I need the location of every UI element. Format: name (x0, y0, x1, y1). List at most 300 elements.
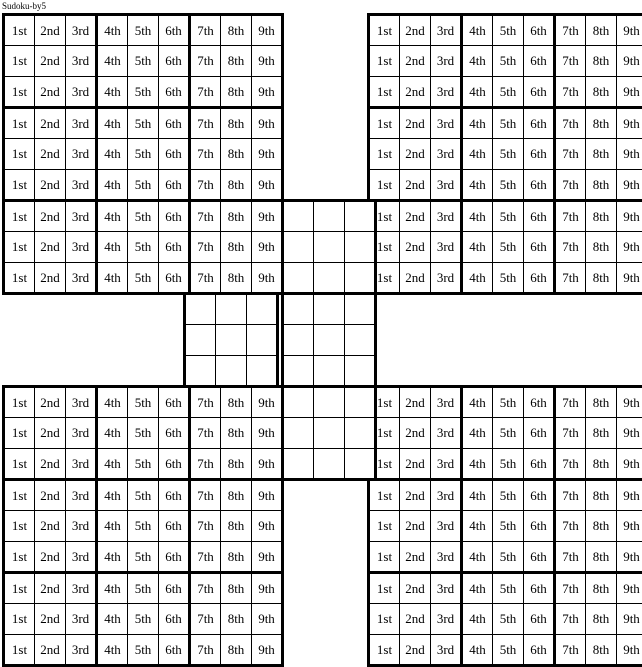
grid-cell[interactable]: 2nd (400, 46, 431, 77)
grid-cell[interactable]: 2nd (400, 170, 431, 201)
grid-cell[interactable]: 5th (493, 170, 524, 201)
grid-cell[interactable]: 7th (190, 46, 221, 77)
grid-cell[interactable]: 7th (555, 604, 586, 635)
connector-cell[interactable] (185, 325, 216, 356)
grid-cell[interactable]: 4th (462, 201, 493, 232)
grid-cell[interactable]: 1st (4, 232, 35, 263)
grid-cell[interactable]: 5th (128, 77, 159, 108)
grid-cell[interactable]: 7th (555, 170, 586, 201)
connector-cell[interactable] (314, 387, 345, 418)
grid-cell[interactable]: 4th (462, 604, 493, 635)
grid-cell[interactable]: 7th (555, 449, 586, 480)
grid-cell[interactable]: 6th (159, 108, 190, 139)
grid-cell[interactable]: 3rd (66, 263, 97, 294)
grid-cell[interactable]: 8th (586, 46, 617, 77)
grid-cell[interactable]: 4th (462, 387, 493, 418)
grid-cell[interactable]: 3rd (66, 542, 97, 573)
grid-cell[interactable]: 1st (369, 511, 400, 542)
grid-cell[interactable]: 5th (128, 232, 159, 263)
grid-cell[interactable]: 7th (555, 201, 586, 232)
grid-cell[interactable]: 3rd (66, 635, 97, 666)
grid-cell[interactable]: 4th (97, 635, 128, 666)
grid-cell[interactable]: 2nd (400, 108, 431, 139)
grid-cell[interactable]: 1st (4, 46, 35, 77)
grid-cell[interactable]: 3rd (431, 387, 462, 418)
grid-cell[interactable]: 3rd (431, 418, 462, 449)
grid-cell[interactable]: 2nd (35, 77, 66, 108)
grid-cell[interactable]: 5th (128, 387, 159, 418)
grid-cell[interactable]: 4th (462, 418, 493, 449)
grid-cell[interactable]: 1st (369, 573, 400, 604)
grid-cell[interactable]: 9th (252, 263, 283, 294)
grid-cell[interactable]: 6th (159, 418, 190, 449)
grid-cell[interactable]: 8th (221, 604, 252, 635)
grid-cell[interactable]: 5th (128, 170, 159, 201)
grid-cell[interactable]: 9th (617, 108, 642, 139)
grid-cell[interactable]: 7th (555, 635, 586, 666)
grid-cell[interactable]: 1st (369, 263, 400, 294)
grid-cell[interactable]: 1st (4, 418, 35, 449)
grid-cell[interactable]: 8th (586, 263, 617, 294)
grid-cell[interactable]: 7th (555, 263, 586, 294)
grid-cell[interactable]: 8th (221, 449, 252, 480)
grid-cell[interactable]: 5th (128, 542, 159, 573)
grid-cell[interactable]: 6th (159, 170, 190, 201)
grid-cell[interactable]: 6th (159, 77, 190, 108)
connector-cell[interactable] (216, 325, 247, 356)
grid-cell[interactable]: 2nd (400, 418, 431, 449)
grid-cell[interactable]: 2nd (400, 573, 431, 604)
grid-cell[interactable]: 5th (128, 418, 159, 449)
grid-cell[interactable]: 2nd (35, 108, 66, 139)
grid-cell[interactable]: 3rd (66, 573, 97, 604)
grid-cell[interactable]: 4th (462, 46, 493, 77)
grid-cell[interactable]: 2nd (35, 635, 66, 666)
grid-cell[interactable]: 1st (369, 46, 400, 77)
grid-cell[interactable]: 5th (493, 573, 524, 604)
grid-cell[interactable]: 8th (586, 635, 617, 666)
grid-cell[interactable]: 1st (369, 108, 400, 139)
grid-cell[interactable]: 4th (462, 511, 493, 542)
grid-cell[interactable]: 9th (252, 77, 283, 108)
connector-cell[interactable] (345, 387, 376, 418)
grid-cell[interactable]: 5th (493, 232, 524, 263)
grid-cell[interactable]: 7th (190, 573, 221, 604)
grid-cell[interactable]: 2nd (400, 15, 431, 46)
connector-cell[interactable] (216, 356, 247, 387)
grid-cell[interactable]: 1st (369, 201, 400, 232)
grid-cell[interactable]: 9th (617, 15, 642, 46)
grid-cell[interactable]: 2nd (35, 387, 66, 418)
grid-cell[interactable]: 1st (4, 604, 35, 635)
grid-cell[interactable]: 2nd (400, 387, 431, 418)
grid-cell[interactable]: 3rd (431, 573, 462, 604)
grid-cell[interactable]: 9th (252, 139, 283, 170)
grid-cell[interactable]: 9th (252, 573, 283, 604)
grid-cell[interactable]: 5th (493, 511, 524, 542)
grid-cell[interactable]: 6th (159, 139, 190, 170)
grid-cell[interactable]: 5th (493, 15, 524, 46)
grid-cell[interactable]: 6th (159, 604, 190, 635)
grid-cell[interactable]: 2nd (400, 635, 431, 666)
grid-cell[interactable]: 4th (97, 108, 128, 139)
grid-cell[interactable]: 9th (252, 449, 283, 480)
grid-cell[interactable]: 7th (555, 139, 586, 170)
grid-cell[interactable]: 3rd (66, 201, 97, 232)
grid-cell[interactable]: 4th (462, 15, 493, 46)
connector-cell[interactable] (345, 325, 376, 356)
grid-cell[interactable]: 9th (252, 201, 283, 232)
grid-cell[interactable]: 4th (97, 387, 128, 418)
grid-cell[interactable]: 8th (586, 511, 617, 542)
grid-cell[interactable]: 7th (190, 604, 221, 635)
grid-cell[interactable]: 6th (524, 573, 555, 604)
grid-cell[interactable]: 1st (369, 77, 400, 108)
grid-cell[interactable]: 1st (4, 387, 35, 418)
grid-cell[interactable]: 7th (555, 573, 586, 604)
grid-cell[interactable]: 6th (159, 201, 190, 232)
grid-cell[interactable]: 2nd (400, 263, 431, 294)
grid-cell[interactable]: 9th (617, 263, 642, 294)
grid-cell[interactable]: 6th (524, 635, 555, 666)
grid-cell[interactable]: 3rd (431, 77, 462, 108)
grid-cell[interactable]: 7th (555, 108, 586, 139)
grid-cell[interactable]: 2nd (400, 232, 431, 263)
grid-cell[interactable]: 4th (462, 542, 493, 573)
grid-cell[interactable]: 6th (524, 449, 555, 480)
grid-cell[interactable]: 1st (4, 139, 35, 170)
grid-cell[interactable]: 2nd (35, 511, 66, 542)
connector-cell[interactable] (345, 418, 376, 449)
grid-cell[interactable]: 7th (190, 139, 221, 170)
grid-cell[interactable]: 5th (493, 449, 524, 480)
grid-cell[interactable]: 7th (190, 387, 221, 418)
grid-cell[interactable]: 8th (221, 201, 252, 232)
grid-cell[interactable]: 6th (524, 418, 555, 449)
grid-cell[interactable]: 5th (128, 635, 159, 666)
grid-cell[interactable]: 1st (369, 15, 400, 46)
grid-cell[interactable]: 5th (128, 201, 159, 232)
grid-cell[interactable]: 5th (128, 46, 159, 77)
grid-cell[interactable]: 5th (493, 139, 524, 170)
grid-cell[interactable]: 1st (4, 108, 35, 139)
connector-cell[interactable] (247, 294, 278, 325)
grid-cell[interactable]: 1st (4, 480, 35, 511)
connector-cell[interactable] (345, 356, 376, 387)
grid-cell[interactable]: 8th (586, 108, 617, 139)
grid-cell[interactable]: 1st (4, 15, 35, 46)
grid-cell[interactable]: 1st (4, 449, 35, 480)
grid-cell[interactable]: 3rd (66, 170, 97, 201)
grid-cell[interactable]: 4th (97, 511, 128, 542)
grid-cell[interactable]: 2nd (35, 232, 66, 263)
grid-cell[interactable]: 1st (369, 480, 400, 511)
grid-cell[interactable]: 8th (221, 573, 252, 604)
grid-cell[interactable]: 4th (97, 15, 128, 46)
grid-cell[interactable]: 7th (190, 511, 221, 542)
grid-cell[interactable]: 2nd (35, 201, 66, 232)
grid-cell[interactable]: 5th (493, 108, 524, 139)
grid-cell[interactable]: 9th (252, 604, 283, 635)
grid-cell[interactable]: 8th (221, 46, 252, 77)
connector-cell[interactable] (283, 263, 314, 294)
grid-cell[interactable]: 6th (524, 170, 555, 201)
grid-cell[interactable]: 9th (617, 232, 642, 263)
grid-cell[interactable]: 1st (4, 77, 35, 108)
grid-cell[interactable]: 4th (462, 77, 493, 108)
grid-cell[interactable]: 2nd (400, 77, 431, 108)
grid-cell[interactable]: 2nd (35, 449, 66, 480)
connector-cell[interactable] (314, 325, 345, 356)
grid-cell[interactable]: 8th (586, 573, 617, 604)
grid-cell[interactable]: 3rd (431, 635, 462, 666)
grid-cell[interactable]: 4th (462, 108, 493, 139)
grid-cell[interactable]: 9th (617, 573, 642, 604)
grid-cell[interactable]: 9th (617, 170, 642, 201)
grid-cell[interactable]: 3rd (66, 511, 97, 542)
connector-cell[interactable] (314, 263, 345, 294)
grid-cell[interactable]: 9th (617, 604, 642, 635)
grid-cell[interactable]: 4th (462, 573, 493, 604)
grid-cell[interactable]: 7th (190, 201, 221, 232)
grid-cell[interactable]: 4th (97, 604, 128, 635)
grid-cell[interactable]: 8th (221, 480, 252, 511)
grid-cell[interactable]: 3rd (66, 387, 97, 418)
grid-cell[interactable]: 5th (493, 418, 524, 449)
grid-cell[interactable]: 2nd (35, 170, 66, 201)
grid-cell[interactable]: 4th (462, 170, 493, 201)
grid-cell[interactable]: 4th (97, 263, 128, 294)
grid-cell[interactable]: 7th (190, 15, 221, 46)
grid-cell[interactable]: 6th (159, 232, 190, 263)
grid-cell[interactable]: 6th (524, 480, 555, 511)
grid-cell[interactable]: 7th (190, 635, 221, 666)
grid-cell[interactable]: 6th (524, 263, 555, 294)
grid-cell[interactable]: 3rd (66, 480, 97, 511)
grid-cell[interactable]: 8th (221, 15, 252, 46)
connector-cell[interactable] (345, 201, 376, 232)
grid-cell[interactable]: 8th (586, 201, 617, 232)
grid-cell[interactable]: 6th (524, 387, 555, 418)
grid-cell[interactable]: 2nd (35, 139, 66, 170)
grid-cell[interactable]: 7th (190, 77, 221, 108)
grid-cell[interactable]: 3rd (66, 139, 97, 170)
grid-cell[interactable]: 6th (159, 480, 190, 511)
grid-cell[interactable]: 4th (462, 480, 493, 511)
connector-cell[interactable] (345, 232, 376, 263)
grid-cell[interactable]: 4th (97, 232, 128, 263)
grid-cell[interactable]: 3rd (431, 46, 462, 77)
grid-cell[interactable]: 7th (555, 387, 586, 418)
grid-cell[interactable]: 2nd (35, 480, 66, 511)
grid-cell[interactable]: 1st (369, 449, 400, 480)
grid-cell[interactable]: 4th (462, 635, 493, 666)
grid-cell[interactable]: 1st (4, 511, 35, 542)
grid-cell[interactable]: 9th (617, 511, 642, 542)
grid-cell[interactable]: 8th (221, 263, 252, 294)
grid-cell[interactable]: 8th (221, 387, 252, 418)
grid-cell[interactable]: 6th (524, 542, 555, 573)
grid-cell[interactable]: 1st (369, 139, 400, 170)
grid-cell[interactable]: 3rd (431, 511, 462, 542)
grid-cell[interactable]: 2nd (400, 480, 431, 511)
grid-cell[interactable]: 1st (4, 542, 35, 573)
grid-cell[interactable]: 3rd (66, 232, 97, 263)
grid-cell[interactable]: 2nd (35, 418, 66, 449)
grid-cell[interactable]: 8th (221, 232, 252, 263)
grid-cell[interactable]: 9th (617, 139, 642, 170)
grid-cell[interactable]: 7th (555, 511, 586, 542)
grid-cell[interactable]: 3rd (431, 170, 462, 201)
grid-cell[interactable]: 6th (524, 77, 555, 108)
grid-cell[interactable]: 3rd (431, 232, 462, 263)
grid-cell[interactable]: 9th (252, 170, 283, 201)
grid-cell[interactable]: 3rd (66, 604, 97, 635)
grid-cell[interactable]: 2nd (35, 604, 66, 635)
grid-cell[interactable]: 4th (97, 449, 128, 480)
grid-cell[interactable]: 5th (128, 139, 159, 170)
grid-cell[interactable]: 5th (493, 387, 524, 418)
grid-cell[interactable]: 9th (252, 635, 283, 666)
connector-cell[interactable] (185, 356, 216, 387)
grid-cell[interactable]: 9th (617, 635, 642, 666)
connector-cell[interactable] (283, 201, 314, 232)
grid-cell[interactable]: 8th (586, 542, 617, 573)
connector-cell[interactable] (283, 449, 314, 480)
connector-cell[interactable] (283, 387, 314, 418)
connector-cell[interactable] (247, 356, 278, 387)
grid-cell[interactable]: 4th (97, 418, 128, 449)
grid-cell[interactable]: 3rd (431, 480, 462, 511)
grid-cell[interactable]: 7th (190, 108, 221, 139)
connector-cell[interactable] (314, 449, 345, 480)
grid-cell[interactable]: 3rd (66, 108, 97, 139)
connector-cell[interactable] (314, 201, 345, 232)
grid-cell[interactable]: 7th (190, 449, 221, 480)
grid-cell[interactable]: 2nd (400, 201, 431, 232)
grid-cell[interactable]: 3rd (431, 201, 462, 232)
grid-cell[interactable]: 2nd (35, 573, 66, 604)
grid-cell[interactable]: 6th (524, 604, 555, 635)
grid-cell[interactable]: 3rd (66, 15, 97, 46)
grid-cell[interactable]: 2nd (35, 15, 66, 46)
grid-cell[interactable]: 3rd (431, 15, 462, 46)
grid-cell[interactable]: 6th (159, 449, 190, 480)
grid-cell[interactable]: 7th (555, 77, 586, 108)
grid-cell[interactable]: 2nd (35, 263, 66, 294)
grid-cell[interactable]: 4th (97, 139, 128, 170)
grid-cell[interactable]: 8th (586, 604, 617, 635)
connector-cell[interactable] (283, 418, 314, 449)
grid-cell[interactable]: 5th (493, 77, 524, 108)
grid-cell[interactable]: 9th (252, 387, 283, 418)
connector-cell[interactable] (216, 294, 247, 325)
grid-cell[interactable]: 5th (128, 263, 159, 294)
grid-cell[interactable]: 3rd (66, 46, 97, 77)
connector-cell[interactable] (247, 325, 278, 356)
grid-cell[interactable]: 7th (190, 263, 221, 294)
grid-cell[interactable]: 5th (128, 449, 159, 480)
grid-cell[interactable]: 2nd (35, 46, 66, 77)
grid-cell[interactable]: 8th (221, 418, 252, 449)
connector-cell[interactable] (345, 294, 376, 325)
grid-cell[interactable]: 3rd (431, 449, 462, 480)
grid-cell[interactable]: 5th (128, 604, 159, 635)
grid-cell[interactable]: 6th (524, 139, 555, 170)
grid-cell[interactable]: 7th (555, 46, 586, 77)
grid-cell[interactable]: 4th (97, 77, 128, 108)
grid-cell[interactable]: 4th (462, 263, 493, 294)
grid-cell[interactable]: 1st (369, 387, 400, 418)
grid-cell[interactable]: 9th (617, 46, 642, 77)
grid-cell[interactable]: 4th (97, 542, 128, 573)
grid-cell[interactable]: 2nd (400, 542, 431, 573)
grid-cell[interactable]: 2nd (400, 449, 431, 480)
grid-cell[interactable]: 5th (128, 511, 159, 542)
grid-cell[interactable]: 6th (159, 15, 190, 46)
grid-cell[interactable]: 3rd (431, 604, 462, 635)
grid-cell[interactable]: 3rd (431, 542, 462, 573)
grid-cell[interactable]: 8th (221, 77, 252, 108)
grid-cell[interactable]: 4th (462, 232, 493, 263)
grid-cell[interactable]: 9th (617, 387, 642, 418)
grid-cell[interactable]: 6th (159, 263, 190, 294)
grid-cell[interactable]: 5th (493, 480, 524, 511)
connector-cell[interactable] (314, 356, 345, 387)
grid-cell[interactable]: 9th (252, 418, 283, 449)
grid-cell[interactable]: 4th (97, 480, 128, 511)
grid-cell[interactable]: 1st (369, 635, 400, 666)
grid-cell[interactable]: 7th (190, 542, 221, 573)
grid-cell[interactable]: 2nd (400, 511, 431, 542)
grid-cell[interactable]: 7th (555, 232, 586, 263)
grid-cell[interactable]: 4th (97, 46, 128, 77)
grid-cell[interactable]: 8th (586, 139, 617, 170)
grid-cell[interactable]: 9th (252, 46, 283, 77)
grid-cell[interactable]: 5th (493, 263, 524, 294)
grid-cell[interactable]: 4th (97, 201, 128, 232)
connector-cell[interactable] (345, 449, 376, 480)
grid-cell[interactable]: 7th (190, 418, 221, 449)
grid-cell[interactable]: 4th (462, 139, 493, 170)
connector-cell[interactable] (283, 325, 314, 356)
grid-cell[interactable]: 5th (493, 604, 524, 635)
grid-cell[interactable]: 9th (252, 542, 283, 573)
grid-cell[interactable]: 9th (617, 77, 642, 108)
grid-cell[interactable]: 3rd (431, 139, 462, 170)
grid-cell[interactable]: 8th (221, 170, 252, 201)
grid-cell[interactable]: 8th (586, 15, 617, 46)
grid-cell[interactable]: 6th (159, 635, 190, 666)
grid-cell[interactable]: 8th (221, 108, 252, 139)
grid-cell[interactable]: 1st (4, 170, 35, 201)
grid-cell[interactable]: 3rd (431, 108, 462, 139)
grid-cell[interactable]: 7th (555, 542, 586, 573)
grid-cell[interactable]: 6th (159, 46, 190, 77)
grid-cell[interactable]: 9th (617, 418, 642, 449)
grid-cell[interactable]: 5th (493, 635, 524, 666)
connector-cell[interactable] (314, 294, 345, 325)
grid-cell[interactable]: 8th (586, 418, 617, 449)
grid-cell[interactable]: 5th (128, 573, 159, 604)
grid-cell[interactable]: 9th (252, 480, 283, 511)
grid-cell[interactable]: 7th (555, 418, 586, 449)
grid-cell[interactable]: 3rd (66, 77, 97, 108)
grid-cell[interactable]: 5th (493, 201, 524, 232)
grid-cell[interactable]: 6th (524, 108, 555, 139)
grid-cell[interactable]: 3rd (431, 263, 462, 294)
grid-cell[interactable]: 3rd (66, 449, 97, 480)
